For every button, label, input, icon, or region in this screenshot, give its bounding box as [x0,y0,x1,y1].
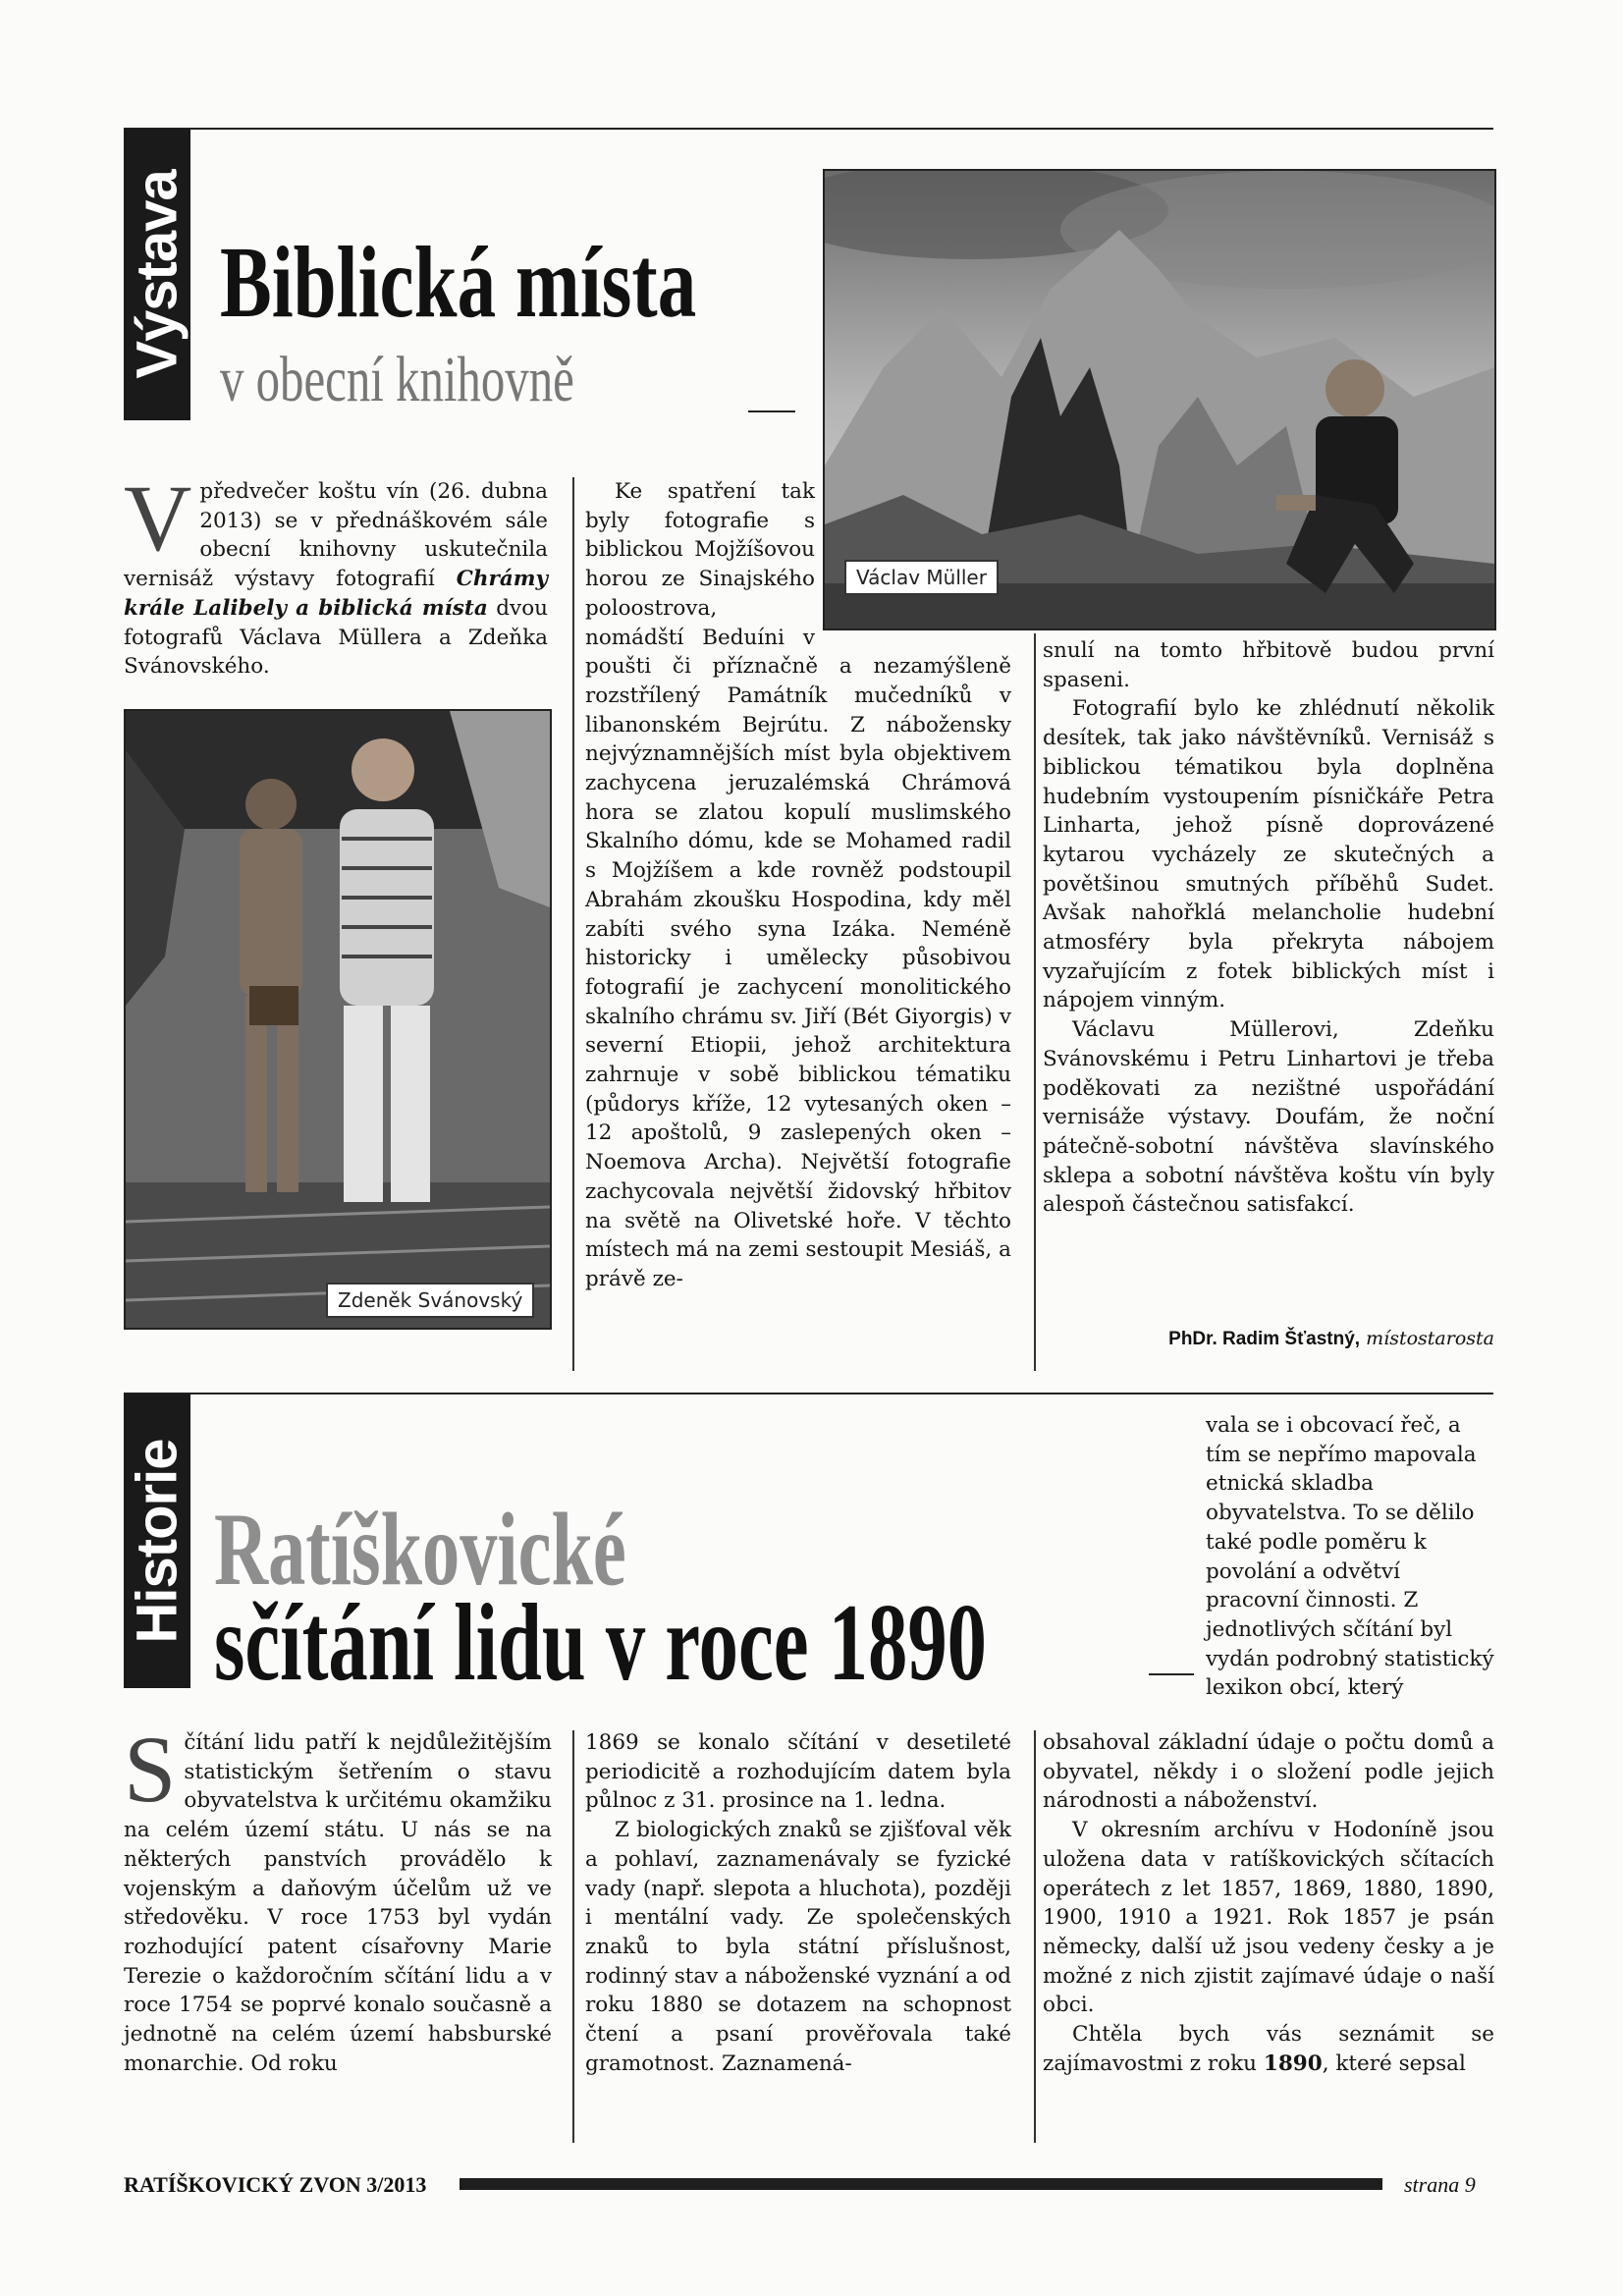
footer-publication: RATÍŠKOVICKÝ ZVON 3/2013 [124,2172,427,2197]
footer-bar [460,2178,1382,2190]
footer-page-number: strana 9 [1404,2172,1476,2197]
article2-title-line1: Ratíškovické [214,1492,626,1607]
dropcap-v: V [124,465,192,571]
jungle-photo-image [126,711,550,1328]
article1-title: Biblická místa [220,226,697,339]
section-tag-label: Výstava [125,170,189,379]
photo-wrap-spacer [815,477,1011,644]
article2-col1 [124,1717,552,2078]
article2-col3-last: Chtěla bych vás seznámit se zajímavostmi z roku 1890, které sepsal [1043,2022,1494,2076]
article2-col1-paragraph: S čítání lidu patří k nejdůležitějším statistickým šetřením o stavu obyvatelstva k určitému okamžiku na celém území státu. U nás se na některých panstvích provádělo k vojenským a daňovým účelům už ve středověku. V roce 1753 byl vydán rozhodující patent císařovny Marie Terezie o každoročním sčítání lidu a v roce 1754 se poprvé konalo současně a jednotně na celém území habsburské monarchie. Od roku [124,1717,552,2076]
article2-col2: 1869 se konalo sčítání v desetileté periodicitě a rozhodujícím datem byla půlnoc z 31. prosince na 1. ledna. Z biologických znaků se zjišťoval věk a pohlaví, zaznamenávaly se fyzické vady (např. slepota a hluchota), později i mentální vady. Ze společenských znaků to byla státní příslušnost, rodinný stav a náboženské vyznání a od roku 1880 se dotazem na schopnost čtení a psaní prověřovala také gramotnost. Zaznamená- [585,1730,1011,2076]
article2-divider-1 [572,1730,574,2143]
article2-intro-col: vala se i obcovací řeč, a tím se nepřímo mapovala etnická skladba obyvatelstva. To se dělilo také podle poměru k povolání a odvětví pracovní činnosti. Z jednotlivých sčítání byl vydán podrobný statistický lexikon obcí, který [1206,1413,1494,1701]
dropcap-s: S [124,1717,177,1822]
section-tag-label-historie: Historie [125,1439,189,1643]
article1-divider-1 [572,477,574,1371]
caption-vaclav-muller: Václav Müller [844,560,999,595]
section-tag-historie [124,1394,190,1688]
article1-col3: snulí na tomto hřbitově budou první spaseni. Fotografií bylo ke zhlédnutí několik desítek, tak jako návštěvníků. Vernisáž s biblickou tématikou byla doplněna hudebním vystoupením písničkáře Petra Linharta, jehož písně doprovázené kytarou vycházely ze skutečných a povětšinou smutných příběhů Sudet. Avšak nahořklá melancholie hudební atmosféry byla překryta nábojem vyzařujícím z fotek biblických míst i nápojem vinným. Václavu Müllerovi, Zdeňku Svánovskému i Petru Linhartovi je třeba poděkovati za nezištné uspořádání vernisáže výstavy. Doufám, že noční pátečně-sobotní návštěva slavínského sklepa a sobotní návštěva koštu vín byly alespoň částečnou satisfakcí. [1043,638,1494,1218]
caption-zdenek-svanovsky: Zdeněk Svánovský [326,1283,534,1318]
article2-col3: obsahoval základní údaje o počtu domů a obyvatel, někdy i o složení podle jejich národnosti a náboženství. V okresním archívu v Hodoníně jsou uložena data v ratíškovických sčítacích operátech z let 1857, 1869, 1880, 1890, 1900, 1910 a 1921. Rok 1857 je psán německy, další už jsou vedeny česky a je možné z nich zjistit zajímavé údaje o naší obci. Chtěla bych vás seznámit se zajímavostmi z roku 1890, které sepsal [1043,1728,1494,2078]
signature-role: místostarosta [1366,1328,1494,1349]
article1-col1 [124,465,548,682]
article1-col1-paragraph: V předvečer koštu vín (26. dubna 2013) se v přednáškovém sále obecní knihovny uskutečnila vernisáž výstavy fotografií Chrámy krále Lalibely a biblická místa dvou fotografů Václava Müllera a Zdeňka Svánovského. [124,465,548,680]
article1-col2-paragraph: Ke spatření tak byly fotografie s biblickou Mojžíšovou horou ze Sinajského poloostrova, nomádští Beduíni v poušti či příznačně a nezamýšleně rozstřílený Památník mučedníků v libanonském Bejrútu. Z nábožensky nejvýznamnějších míst byla objektivem zachycena jeruzalémská Chrámová hora se zlatou kopulí muslimského Skalního dómu, kde se Mohamed radil s Mojžíšem a kde rovněž podstoupil Abrahám zkoušku Hospodina, kdy měl zabíti svého syna Izáka. Neméně historicky i umělecky působivou fotografií je zachycení monolitického skalního chrámu sv. Jiří (Bét Giyorgis) v severní Etiopii, jehož architektura zahrnuje v sobě biblickou tématiku (půdorys kříže, 12 vytesaných oken – 12 apoštolů, 9 zaslepených oken – Noemova Archa). Největší fotografie zachycovala největší židovský hřbitov na světě na Olivetské hoře. V těchto místech má na zemi sestoupit Mesiáš, a právě ze- [585,479,1011,1291]
article2-title-line2: sčítání lidu v roce 1890 [214,1582,987,1704]
article1-divider-2 [1034,633,1036,1371]
subtitle-dash [748,410,795,412]
signature [1043,1328,1494,1350]
title-dash [1149,1673,1194,1675]
section-tag-vystava [124,129,190,420]
article1-col2 [585,477,1011,1294]
article2-top-rule [124,1393,1493,1394]
exhibition-title: Chrámy krále Lalibely a biblická místa [124,567,548,621]
article1-top-rule [124,128,1493,130]
photo-zdenek-svanovsky [124,709,552,1330]
article2-divider-2 [1034,1730,1036,2143]
signature-name: PhDr. Radim Šťastný, [1168,1329,1361,1349]
article1-subtitle: v obecní knihovně [220,344,574,415]
